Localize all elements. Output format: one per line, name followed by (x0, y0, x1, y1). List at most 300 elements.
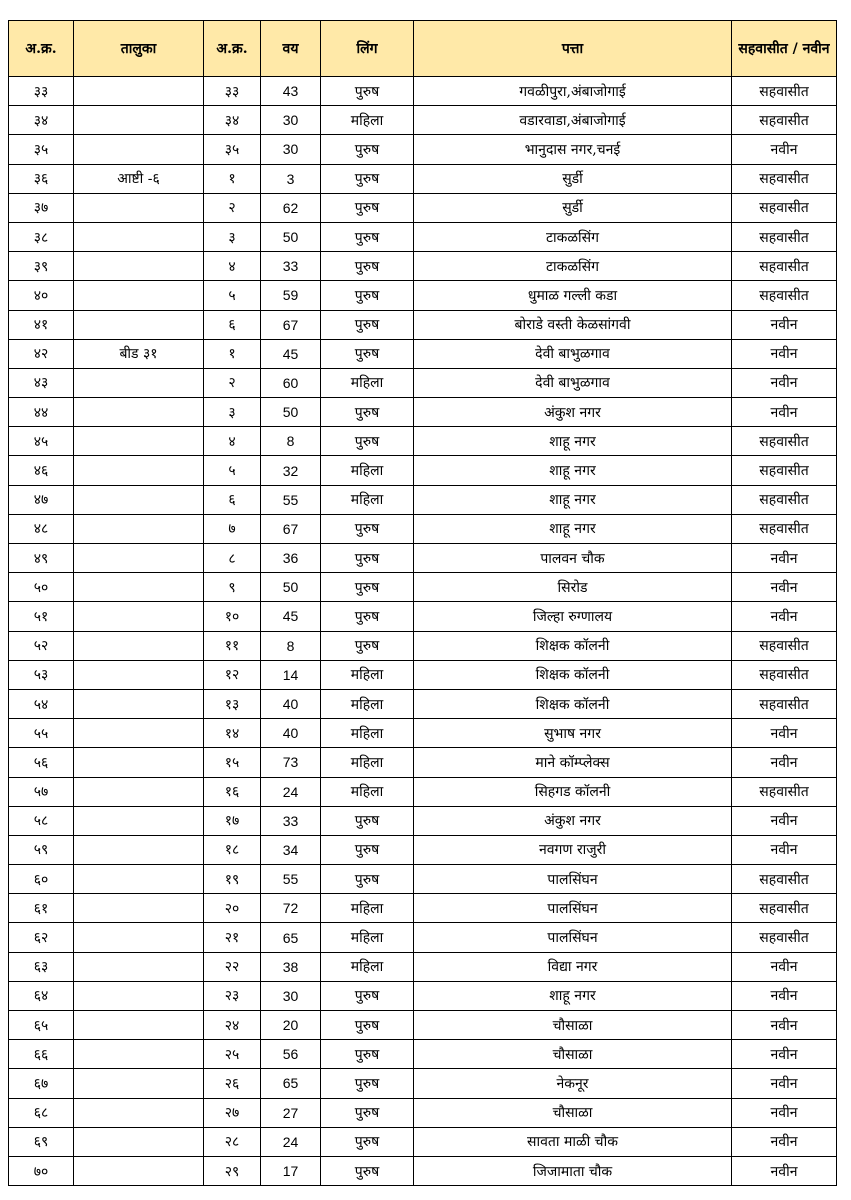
cell-age: 8 (261, 427, 321, 456)
cell-taluka (74, 1127, 204, 1156)
header-address: पत्ता (414, 21, 732, 77)
cell-age: 24 (261, 777, 321, 806)
cell-local-serial: २० (204, 894, 261, 923)
table-row (9, 281, 837, 310)
cell-status: सहवासीत (732, 923, 837, 952)
cell-taluka (74, 456, 204, 485)
cell-address: पालसिंघन (414, 865, 732, 894)
cell-age: 32 (261, 456, 321, 485)
cell-address: पालसिंघन (414, 894, 732, 923)
cell-gender: महिला (321, 777, 414, 806)
cell-local-serial: ५ (204, 456, 261, 485)
cell-age: 33 (261, 806, 321, 835)
cell-serial: ६३ (9, 952, 74, 981)
cell-address: धुमाळ गल्ली कडा (414, 281, 732, 310)
cell-taluka (74, 1069, 204, 1098)
cell-taluka: बीड ३१ (74, 339, 204, 368)
cell-taluka (74, 1040, 204, 1069)
cell-gender: महिला (321, 485, 414, 514)
cell-local-serial: ३३ (204, 77, 261, 106)
cell-status: सहवासीत (732, 77, 837, 106)
cell-address: देवी बाभुळगाव (414, 339, 732, 368)
cell-status: नवीन (732, 368, 837, 397)
cell-serial: ४३ (9, 368, 74, 397)
table-row (9, 164, 837, 193)
cell-address: अंकुश नगर (414, 398, 732, 427)
cell-serial: ४६ (9, 456, 74, 485)
cell-gender: महिला (321, 368, 414, 397)
table-body (9, 77, 837, 1186)
cell-address: जिल्हा रुग्णालय (414, 602, 732, 631)
cell-local-serial: ८ (204, 544, 261, 573)
cell-serial: ५६ (9, 748, 74, 777)
table-row (9, 689, 837, 718)
cell-status: नवीन (732, 310, 837, 339)
table-row (9, 1098, 837, 1127)
header-taluka: तालुका (74, 21, 204, 77)
cell-age: 43 (261, 77, 321, 106)
cell-gender: महिला (321, 106, 414, 135)
cell-serial: ५४ (9, 689, 74, 718)
cell-taluka (74, 135, 204, 164)
cell-address: सिरोड (414, 573, 732, 602)
cell-serial: ६१ (9, 894, 74, 923)
cell-taluka (74, 368, 204, 397)
cell-age: 34 (261, 835, 321, 864)
cell-status: नवीन (732, 602, 837, 631)
cell-serial: ५९ (9, 835, 74, 864)
cell-taluka (74, 281, 204, 310)
cell-gender: महिला (321, 719, 414, 748)
cell-local-serial: २२ (204, 952, 261, 981)
cell-gender: पुरुष (321, 339, 414, 368)
cell-gender: पुरुष (321, 1069, 414, 1098)
cell-address: अंकुश नगर (414, 806, 732, 835)
cell-local-serial: १६ (204, 777, 261, 806)
cell-address: जिजामाता चौक (414, 1156, 732, 1185)
table-row (9, 777, 837, 806)
cell-serial: ६० (9, 865, 74, 894)
cell-taluka (74, 1156, 204, 1185)
cell-address: सावता माळी चौक (414, 1127, 732, 1156)
cell-address: शिक्षक कॉलनी (414, 660, 732, 689)
cell-status: सहवासीत (732, 281, 837, 310)
cell-taluka (74, 427, 204, 456)
cell-serial: ६९ (9, 1127, 74, 1156)
table-row (9, 865, 837, 894)
cell-taluka (74, 77, 204, 106)
cell-address: नेकनूर (414, 1069, 732, 1098)
cell-status: नवीन (732, 1156, 837, 1185)
cell-local-serial: ४ (204, 252, 261, 281)
cell-gender: महिला (321, 748, 414, 777)
table-row (9, 339, 837, 368)
cell-serial: ४१ (9, 310, 74, 339)
cell-local-serial: १२ (204, 660, 261, 689)
cell-gender: पुरुष (321, 544, 414, 573)
cell-gender: महिला (321, 660, 414, 689)
table-row (9, 981, 837, 1010)
cell-gender: पुरुष (321, 135, 414, 164)
cell-serial: ५० (9, 573, 74, 602)
cell-age: 30 (261, 106, 321, 135)
cell-status: नवीन (732, 981, 837, 1010)
cell-serial: ३८ (9, 222, 74, 251)
cell-local-serial: ३५ (204, 135, 261, 164)
cell-serial: ५३ (9, 660, 74, 689)
cell-gender: महिला (321, 923, 414, 952)
table-row (9, 106, 837, 135)
cell-local-serial: २८ (204, 1127, 261, 1156)
cell-age: 3 (261, 164, 321, 193)
cell-taluka (74, 573, 204, 602)
cell-gender: पुरुष (321, 1098, 414, 1127)
cell-gender: पुरुष (321, 806, 414, 835)
cell-taluka (74, 485, 204, 514)
cell-local-serial: ६ (204, 485, 261, 514)
table-row (9, 631, 837, 660)
cell-age: 45 (261, 602, 321, 631)
cell-gender: महिला (321, 689, 414, 718)
cell-local-serial: ४ (204, 427, 261, 456)
cell-status: नवीन (732, 135, 837, 164)
table-row (9, 1011, 837, 1040)
header-age: वय (261, 21, 321, 77)
table-row (9, 923, 837, 952)
cell-status: सहवासीत (732, 456, 837, 485)
cell-status: नवीन (732, 339, 837, 368)
cell-taluka (74, 544, 204, 573)
cell-local-serial: ५ (204, 281, 261, 310)
cell-address: वडारवाडा,अंबाजोगाई (414, 106, 732, 135)
cell-age: 73 (261, 748, 321, 777)
cell-address: चौसाळा (414, 1098, 732, 1127)
cell-age: 38 (261, 952, 321, 981)
header-local-serial: अ.क्र. (204, 21, 261, 77)
cell-status: नवीन (732, 748, 837, 777)
cell-local-serial: ७ (204, 514, 261, 543)
cell-status: सहवासीत (732, 660, 837, 689)
table-row (9, 485, 837, 514)
cell-address: नवगण राजुरी (414, 835, 732, 864)
cell-taluka (74, 514, 204, 543)
cell-status: नवीन (732, 1127, 837, 1156)
cell-address: पालसिंघन (414, 923, 732, 952)
cell-address: शाहू नगर (414, 981, 732, 1010)
cell-serial: ५१ (9, 602, 74, 631)
table-row (9, 602, 837, 631)
cell-address: शिक्षक कॉलनी (414, 631, 732, 660)
cell-status: सहवासीत (732, 777, 837, 806)
cell-status: नवीन (732, 719, 837, 748)
cell-age: 24 (261, 1127, 321, 1156)
cell-taluka (74, 106, 204, 135)
cell-gender: पुरुष (321, 602, 414, 631)
cell-gender: पुरुष (321, 77, 414, 106)
cell-age: 65 (261, 923, 321, 952)
cell-taluka (74, 981, 204, 1010)
cell-taluka (74, 1011, 204, 1040)
cell-serial: ६७ (9, 1069, 74, 1098)
cell-status: नवीन (732, 1040, 837, 1069)
cell-local-serial: २ (204, 193, 261, 222)
table-row (9, 193, 837, 222)
cell-address: बोराडे वस्ती केळसांगवी (414, 310, 732, 339)
cell-address: चौसाळा (414, 1011, 732, 1040)
table-row (9, 835, 837, 864)
table-row (9, 894, 837, 923)
cell-local-serial: १० (204, 602, 261, 631)
cell-gender: पुरुष (321, 835, 414, 864)
cell-age: 62 (261, 193, 321, 222)
cell-age: 55 (261, 865, 321, 894)
patient-table (8, 20, 837, 1186)
cell-taluka (74, 865, 204, 894)
cell-local-serial: ११ (204, 631, 261, 660)
cell-taluka (74, 252, 204, 281)
cell-status: सहवासीत (732, 222, 837, 251)
cell-gender: पुरुष (321, 193, 414, 222)
table-row (9, 1127, 837, 1156)
cell-taluka (74, 193, 204, 222)
table-row (9, 748, 837, 777)
cell-status: सहवासीत (732, 193, 837, 222)
cell-gender: पुरुष (321, 573, 414, 602)
table-row (9, 222, 837, 251)
cell-address: टाकळसिंग (414, 252, 732, 281)
cell-serial: ६६ (9, 1040, 74, 1069)
table-row (9, 952, 837, 981)
cell-status: नवीन (732, 544, 837, 573)
cell-age: 59 (261, 281, 321, 310)
cell-serial: ४९ (9, 544, 74, 573)
cell-local-serial: ३ (204, 398, 261, 427)
cell-serial: ३५ (9, 135, 74, 164)
cell-serial: ६८ (9, 1098, 74, 1127)
cell-address: पालवन चौक (414, 544, 732, 573)
table-row (9, 573, 837, 602)
cell-age: 55 (261, 485, 321, 514)
cell-age: 50 (261, 573, 321, 602)
cell-gender: पुरुष (321, 1011, 414, 1040)
cell-local-serial: २ (204, 368, 261, 397)
cell-status: नवीन (732, 1069, 837, 1098)
cell-local-serial: ३ (204, 222, 261, 251)
cell-address: विद्या नगर (414, 952, 732, 981)
cell-serial: ६२ (9, 923, 74, 952)
table-row (9, 544, 837, 573)
cell-taluka (74, 631, 204, 660)
header-row (9, 21, 837, 77)
cell-taluka (74, 835, 204, 864)
table-row (9, 310, 837, 339)
table-row (9, 1040, 837, 1069)
cell-status: सहवासीत (732, 514, 837, 543)
cell-local-serial: १५ (204, 748, 261, 777)
cell-taluka (74, 806, 204, 835)
cell-age: 27 (261, 1098, 321, 1127)
cell-age: 8 (261, 631, 321, 660)
cell-serial: ४२ (9, 339, 74, 368)
cell-serial: ३३ (9, 77, 74, 106)
cell-serial: ४४ (9, 398, 74, 427)
cell-status: नवीन (732, 398, 837, 427)
cell-address: सुर्डी (414, 193, 732, 222)
cell-address: देवी बाभुळगाव (414, 368, 732, 397)
cell-serial: ४० (9, 281, 74, 310)
cell-status: सहवासीत (732, 865, 837, 894)
cell-taluka (74, 689, 204, 718)
cell-status: नवीन (732, 806, 837, 835)
cell-local-serial: १८ (204, 835, 261, 864)
cell-gender: पुरुष (321, 1156, 414, 1185)
cell-taluka (74, 894, 204, 923)
cell-taluka (74, 1098, 204, 1127)
cell-age: 33 (261, 252, 321, 281)
cell-gender: पुरुष (321, 1040, 414, 1069)
cell-address: चौसाळा (414, 1040, 732, 1069)
cell-local-serial: २४ (204, 1011, 261, 1040)
cell-address: सुर्डी (414, 164, 732, 193)
cell-taluka (74, 310, 204, 339)
cell-gender: पुरुष (321, 514, 414, 543)
cell-age: 60 (261, 368, 321, 397)
cell-address: शाहू नगर (414, 514, 732, 543)
cell-age: 50 (261, 398, 321, 427)
cell-taluka (74, 719, 204, 748)
cell-local-serial: २६ (204, 1069, 261, 1098)
cell-serial: ४८ (9, 514, 74, 543)
cell-taluka (74, 952, 204, 981)
table-header (9, 21, 837, 77)
cell-age: 40 (261, 719, 321, 748)
cell-local-serial: १७ (204, 806, 261, 835)
cell-gender: महिला (321, 952, 414, 981)
cell-serial: ५८ (9, 806, 74, 835)
cell-address: भानुदास नगर,चनई (414, 135, 732, 164)
cell-status: सहवासीत (732, 689, 837, 718)
table-row (9, 456, 837, 485)
cell-status: सहवासीत (732, 252, 837, 281)
cell-taluka (74, 660, 204, 689)
cell-gender: पुरुष (321, 427, 414, 456)
cell-serial: ४७ (9, 485, 74, 514)
table-row (9, 252, 837, 281)
table-row (9, 514, 837, 543)
cell-age: 65 (261, 1069, 321, 1098)
cell-serial: ३७ (9, 193, 74, 222)
table-row (9, 660, 837, 689)
cell-age: 72 (261, 894, 321, 923)
header-status: सहवासीत / नवीन (732, 21, 837, 77)
cell-address: सुभाष नगर (414, 719, 732, 748)
cell-address: शिक्षक कॉलनी (414, 689, 732, 718)
cell-status: नवीन (732, 573, 837, 602)
cell-address: शाहू नगर (414, 456, 732, 485)
cell-age: 30 (261, 135, 321, 164)
cell-local-serial: ६ (204, 310, 261, 339)
cell-local-serial: १९ (204, 865, 261, 894)
cell-status: नवीन (732, 1098, 837, 1127)
header-gender: लिंग (321, 21, 414, 77)
cell-age: 20 (261, 1011, 321, 1040)
table-row (9, 398, 837, 427)
cell-serial: ४५ (9, 427, 74, 456)
cell-gender: पुरुष (321, 981, 414, 1010)
cell-age: 36 (261, 544, 321, 573)
cell-status: सहवासीत (732, 631, 837, 660)
table-row (9, 1069, 837, 1098)
cell-status: नवीन (732, 1011, 837, 1040)
cell-age: 14 (261, 660, 321, 689)
table-row (9, 719, 837, 748)
cell-serial: ५२ (9, 631, 74, 660)
cell-local-serial: ९ (204, 573, 261, 602)
cell-gender: महिला (321, 456, 414, 485)
cell-serial: ७० (9, 1156, 74, 1185)
table-row (9, 1156, 837, 1185)
cell-taluka (74, 222, 204, 251)
cell-address: माने कॉम्प्लेक्स (414, 748, 732, 777)
cell-local-serial: २९ (204, 1156, 261, 1185)
cell-age: 67 (261, 514, 321, 543)
table-row (9, 368, 837, 397)
cell-serial: ३४ (9, 106, 74, 135)
cell-gender: पुरुष (321, 1127, 414, 1156)
cell-local-serial: १४ (204, 719, 261, 748)
cell-age: 45 (261, 339, 321, 368)
table-row (9, 806, 837, 835)
cell-status: सहवासीत (732, 106, 837, 135)
cell-address: शाहू नगर (414, 485, 732, 514)
cell-gender: पुरुष (321, 222, 414, 251)
cell-local-serial: १ (204, 164, 261, 193)
cell-status: नवीन (732, 952, 837, 981)
header-serial: अ.क्र. (9, 21, 74, 77)
cell-status: सहवासीत (732, 894, 837, 923)
cell-taluka: आष्टी -६ (74, 164, 204, 193)
cell-serial: ३९ (9, 252, 74, 281)
cell-local-serial: २५ (204, 1040, 261, 1069)
cell-local-serial: २७ (204, 1098, 261, 1127)
cell-taluka (74, 602, 204, 631)
cell-serial: ३६ (9, 164, 74, 193)
cell-taluka (74, 923, 204, 952)
cell-status: सहवासीत (732, 427, 837, 456)
cell-gender: महिला (321, 894, 414, 923)
cell-status: नवीन (732, 835, 837, 864)
cell-taluka (74, 777, 204, 806)
cell-status: सहवासीत (732, 485, 837, 514)
cell-gender: पुरुष (321, 865, 414, 894)
cell-local-serial: १३ (204, 689, 261, 718)
cell-age: 17 (261, 1156, 321, 1185)
cell-local-serial: २१ (204, 923, 261, 952)
cell-address: सिहगड कॉलनी (414, 777, 732, 806)
cell-gender: पुरुष (321, 631, 414, 660)
cell-address: गवळीपुरा,अंबाजोगाई (414, 77, 732, 106)
cell-address: शाहू नगर (414, 427, 732, 456)
cell-age: 30 (261, 981, 321, 1010)
cell-gender: पुरुष (321, 281, 414, 310)
cell-age: 40 (261, 689, 321, 718)
cell-serial: ५५ (9, 719, 74, 748)
cell-status: सहवासीत (732, 164, 837, 193)
cell-serial: ६४ (9, 981, 74, 1010)
table-row (9, 77, 837, 106)
cell-local-serial: २३ (204, 981, 261, 1010)
table-row (9, 135, 837, 164)
